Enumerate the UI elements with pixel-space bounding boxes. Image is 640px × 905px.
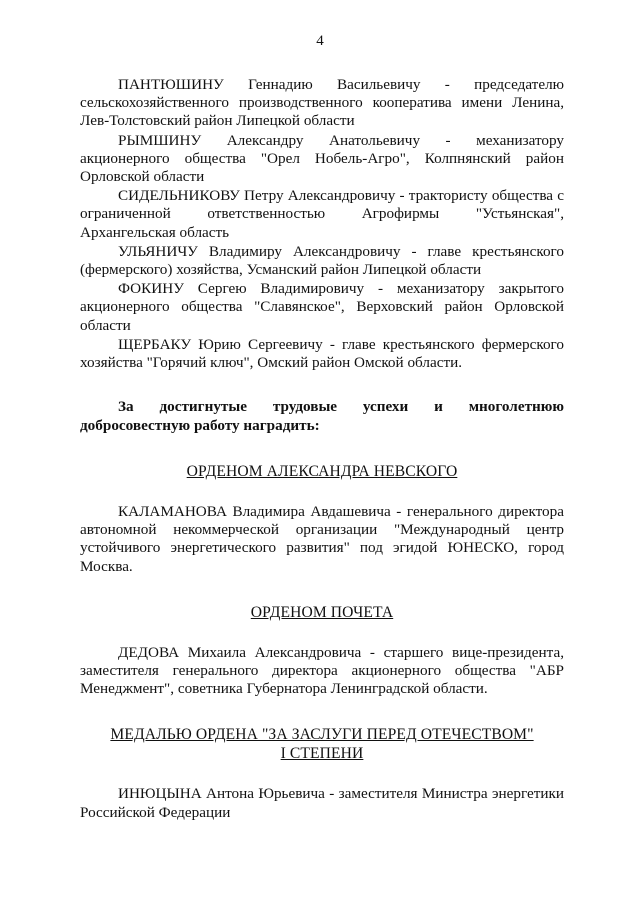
page-number: 4 [316, 33, 324, 49]
award-entry: УЛЬЯНИЧУ Владимиру Александровичу - главе крестьянского (фермерского) хозяйства, Усманский район Липецкой области [80, 242, 564, 279]
order-title-merit-medal [80, 726, 564, 763]
award-entry: ИНЮЦЫНА Антона Юрьевича - заместителя Министра энергетики Российской Федерации [80, 785, 564, 821]
award-entry: КАЛАМАНОВА Владимира Авдашевича - генерального директора автономной некоммерческой организации "Международный центр устойчивого энергетического развития" под эгидой ЮНЕСКО, город Москва. [80, 503, 564, 575]
award-entry: ПАНТЮШИНУ Геннадию Васильевичу - председателю сельскохозяйственного производственного кооператива имени Ленина, Лев-Толстовский район Липецкой области [80, 76, 564, 130]
award-entry: ФОКИНУ Сергею Владимировичу - механизатору закрытого акционерного общества "Славянское", Верховский район Орловской области [80, 280, 564, 334]
award-entry: СИДЕЛЬНИКОВУ Петру Александровичу - трактористу общества с ограниченной ответственностью Агрофирмы "Устьянская", Архангельская область [80, 187, 564, 241]
award-entry: ДЕДОВА Михаила Александровича - старшего вице-президента, заместителя генерального директора акционерного общества "АБР Менеджмент", советника Губернатора Ленинградской области. [80, 643, 564, 698]
order-title-line: МЕДАЛЬЮ ОРДЕНА "ЗА ЗАСЛУГИ ПЕРЕД ОТЕЧЕСТВОМ" [110, 726, 534, 744]
order-title-alexander-nevsky: ОРДЕНОМ АЛЕКСАНДРА НЕВСКОГО [186, 463, 458, 481]
award-intro: За достигнутые трудовые успехи и многолетнюю добросовестную работу наградить: [80, 398, 564, 434]
order-title-honor: ОРДЕНОМ ПОЧЕТА [250, 603, 394, 621]
award-entry: РЫМШИНУ Александру Анатольевичу - механизатору акционерного общества "Орел Нобель-Агро", Колпнянский район Орловской области [80, 131, 564, 186]
document-body [80, 76, 564, 823]
order-title-line: I СТЕПЕНИ [280, 744, 364, 762]
award-entry: ЩЕРБАКУ Юрию Сергеевичу - главе крестьянского фермерского хозяйства "Горячий ключ", Омский район Омской области. [80, 335, 564, 372]
